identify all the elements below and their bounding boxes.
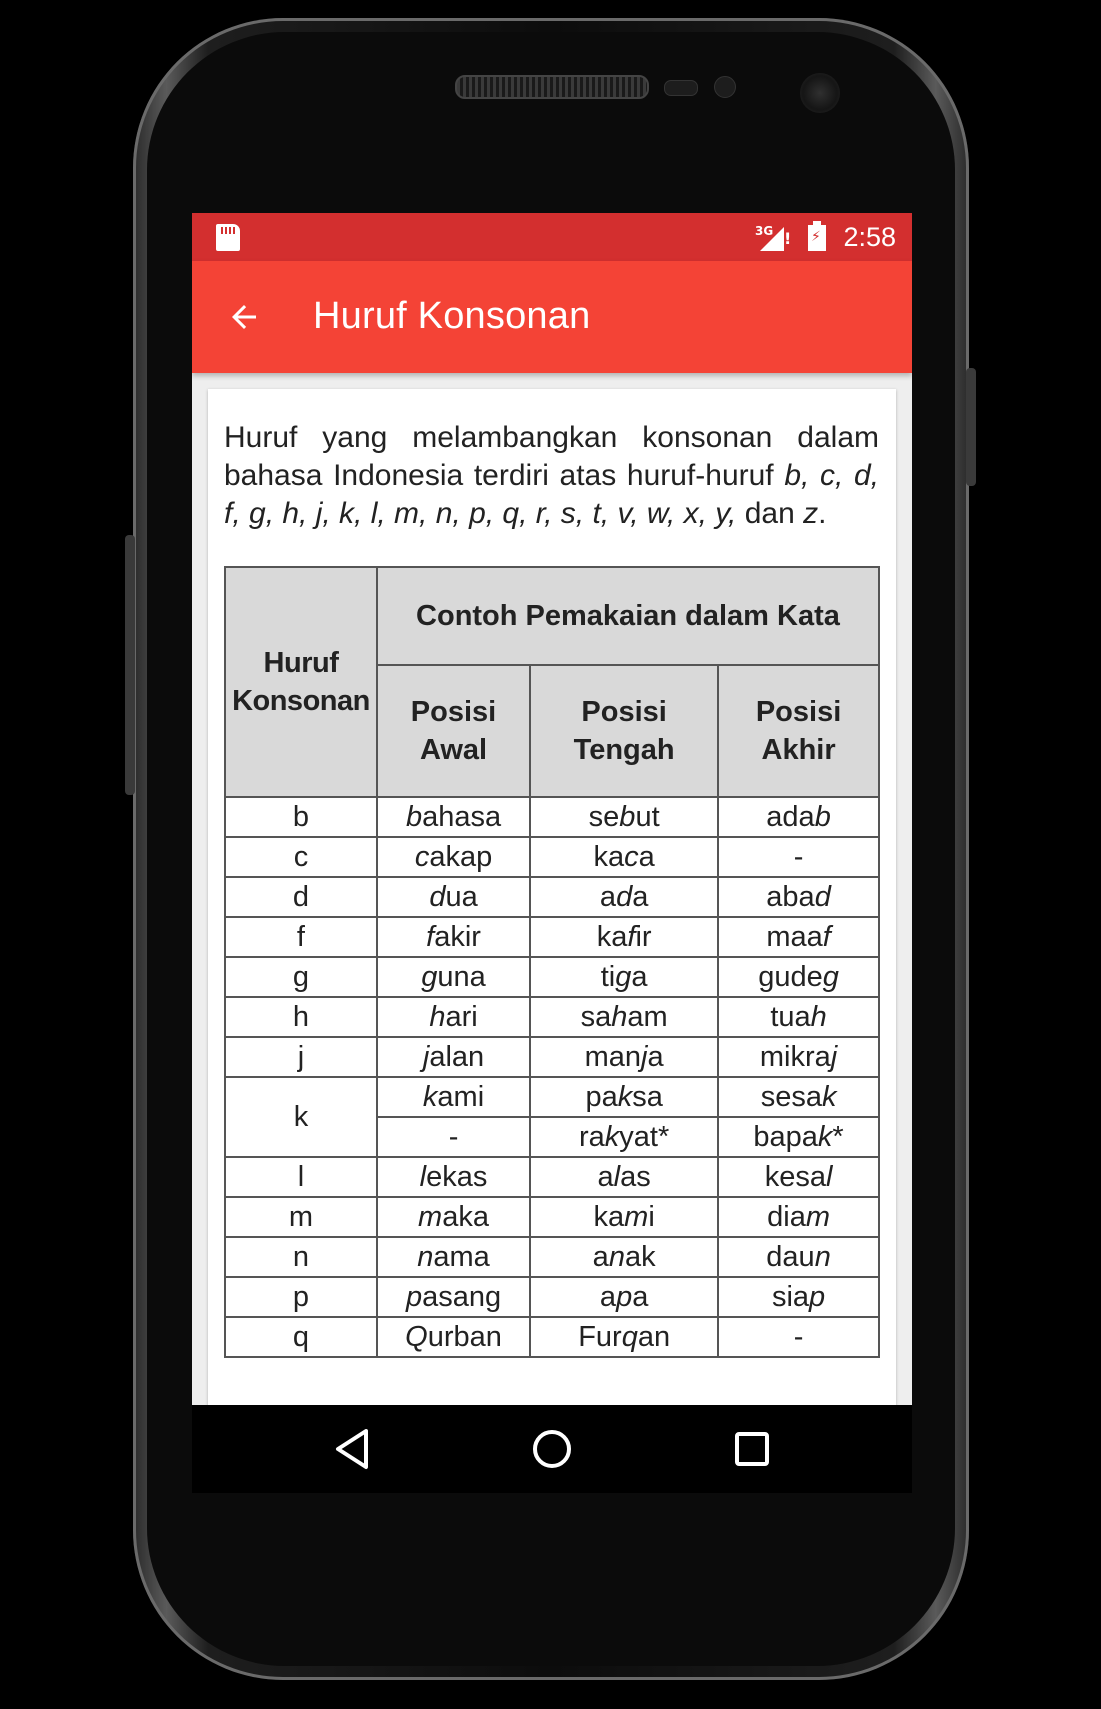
table-row [225, 797, 879, 837]
italic-letter: l [419, 1161, 427, 1193]
italic-letter: n [417, 1241, 434, 1273]
cell-akhir: maaf [718, 917, 879, 957]
header-posisi-tengah: Posisi Tengah [530, 665, 718, 797]
signal-icon [760, 227, 784, 251]
italic-letter: f [627, 921, 636, 953]
italic-letter: k [422, 1081, 438, 1113]
cell-tengah: ada [530, 877, 718, 917]
italic-letter: c [414, 841, 430, 873]
arrow-back-icon [226, 299, 262, 335]
header-posisi-awal: Posisi Awal [377, 665, 530, 797]
cell-awal: Qurban [377, 1317, 530, 1357]
italic-letter: h [429, 1001, 446, 1033]
navigation-bar [192, 1405, 912, 1493]
table-row [225, 1277, 879, 1317]
intro-period: . [818, 497, 827, 530]
cell-tengah: apa [530, 1277, 718, 1317]
power-button [966, 368, 976, 486]
cell-huruf: d [225, 877, 377, 917]
italic-letter: b [619, 801, 636, 833]
cell-akhir: gudeg [718, 957, 879, 997]
app-bar [192, 261, 912, 373]
header-posisi-akhir: Posisi Akhir [718, 665, 879, 797]
cell-akhir: siap [718, 1277, 879, 1317]
italic-letter: q [621, 1321, 638, 1353]
table-row [225, 957, 879, 997]
intro-conjunction: dan [736, 497, 804, 530]
no-data-indicator-icon: ! [784, 229, 792, 248]
cell-huruf: l [225, 1157, 377, 1197]
italic-letter: m [624, 1201, 649, 1233]
cell-akhir: mikraj [718, 1037, 879, 1077]
italic-letter: f [426, 921, 435, 953]
italic-letter: j [830, 1041, 838, 1073]
cell-tengah: alas [530, 1157, 718, 1197]
nav-recents-button[interactable] [724, 1421, 780, 1477]
cell-huruf: q [225, 1317, 377, 1357]
cell-awal: guna [377, 957, 530, 997]
cell-huruf: m [225, 1197, 377, 1237]
intro-text: Huruf yang melambangkan konsonan dalam bahasa Indonesia terdiri atas huruf-huruf [224, 421, 879, 492]
back-button[interactable] [214, 287, 274, 347]
status-time: 2:58 [843, 222, 896, 252]
table-row [225, 1077, 879, 1117]
cell-akhir: diam [718, 1197, 879, 1237]
italic-letter: j [422, 1041, 430, 1073]
italic-letter: d [616, 881, 633, 913]
italic-letter: m [805, 1201, 830, 1233]
cell-akhir: abad [718, 877, 879, 917]
italic-letter: k [821, 1081, 837, 1113]
italic-letter: g [421, 961, 438, 993]
cell-tengah: sebut [530, 797, 718, 837]
intro-paragraph [224, 419, 879, 533]
header-contoh-pemakaian: Contoh Pemakaian dalam Kata [377, 567, 879, 665]
italic-letter: b [405, 801, 423, 833]
cell-huruf: f [225, 917, 377, 957]
sd-card-icon [216, 224, 240, 251]
intro-last-letter: z [803, 497, 819, 530]
recents-square-icon [734, 1431, 770, 1467]
table-row [225, 997, 879, 1037]
italic-letter: n [814, 1241, 831, 1273]
cell-awal: dua [377, 877, 530, 917]
cell-awal: maka [377, 1197, 530, 1237]
screen [192, 213, 912, 1493]
cell-huruf: n [225, 1237, 377, 1277]
italic-letter: h [611, 1001, 628, 1033]
italic-letter: n [608, 1241, 625, 1273]
light-sensor [714, 76, 736, 98]
italic-letter: g [615, 961, 632, 993]
cell-akhir: - [718, 837, 879, 877]
italic-letter: b [814, 801, 831, 833]
cell-akhir: adab [718, 797, 879, 837]
cell-tengah: rakyat* [530, 1117, 718, 1157]
cell-awal: - [377, 1117, 530, 1157]
cell-huruf: b [225, 797, 377, 837]
table-row [225, 1157, 879, 1197]
cell-awal: hari [377, 997, 530, 1037]
cell-awal: pasang [377, 1277, 530, 1317]
cell-huruf: k [225, 1077, 377, 1157]
cell-akhir: bapak* [718, 1117, 879, 1157]
cell-akhir: tuah [718, 997, 879, 1037]
italic-letter: Q [405, 1321, 428, 1353]
cell-huruf: c [225, 837, 377, 877]
italic-letter: k [617, 1081, 633, 1113]
italic-letter: p [616, 1281, 633, 1313]
cell-awal: cakap [377, 837, 530, 877]
cell-akhir: daun [718, 1237, 879, 1277]
nav-home-button[interactable] [524, 1421, 580, 1477]
cell-awal: kami [377, 1077, 530, 1117]
proximity-sensor [664, 80, 698, 96]
cell-tengah: Furqan [530, 1317, 718, 1357]
cell-tengah: anak [530, 1237, 718, 1277]
italic-letter: j [641, 1041, 648, 1073]
cell-akhir: - [718, 1317, 879, 1357]
consonant-table [224, 566, 880, 1358]
italic-letter: d [429, 881, 446, 913]
cell-tengah: tiga [530, 957, 718, 997]
table-row [225, 1317, 879, 1357]
table-row [225, 1237, 879, 1277]
network-type-label: 3G [755, 224, 774, 238]
intro-letter-list: b, c, d, f, g, h, j, k, l, m, n, p, q, r, s, t, v, w, x, y, [224, 459, 880, 530]
page-title: Huruf Konsonan [313, 295, 591, 337]
cell-huruf: j [225, 1037, 377, 1077]
volume-button [125, 535, 135, 795]
cell-akhir: kesal [718, 1157, 879, 1197]
italic-letter: m [418, 1201, 443, 1233]
cell-huruf: p [225, 1277, 377, 1317]
cell-awal: bahasa [377, 797, 530, 837]
italic-letter: g [822, 961, 839, 993]
header-huruf-konsonan: Huruf Konsonan [225, 567, 377, 797]
table-row [225, 1197, 879, 1237]
cell-awal: lekas [377, 1157, 530, 1197]
italic-letter: l [613, 1161, 621, 1193]
status-bar [192, 213, 912, 261]
cell-awal: fakir [377, 917, 530, 957]
table-row [225, 1037, 879, 1077]
cell-tengah: saham [530, 997, 718, 1037]
front-camera [800, 73, 840, 113]
table-row [225, 917, 879, 957]
earpiece-speaker [455, 75, 649, 99]
nav-back-button[interactable] [324, 1421, 380, 1477]
italic-letter: l [825, 1161, 833, 1193]
cell-tengah: kafir [530, 917, 718, 957]
cell-tengah: kaca [530, 837, 718, 877]
table-row [225, 877, 879, 917]
cell-huruf: g [225, 957, 377, 997]
italic-letter: k [604, 1121, 620, 1153]
italic-letter: h [810, 1001, 827, 1033]
cell-awal: nama [377, 1237, 530, 1277]
cell-awal: jalan [377, 1037, 530, 1077]
cell-huruf: h [225, 997, 377, 1037]
cell-tengah: paksa [530, 1077, 718, 1117]
italic-letter: p [405, 1281, 423, 1313]
back-triangle-icon [332, 1427, 372, 1471]
italic-letter: p [809, 1281, 826, 1313]
battery-charging-icon [808, 225, 826, 251]
home-circle-icon [531, 1428, 573, 1470]
table-row [225, 837, 879, 877]
content-card [208, 389, 896, 1493]
cell-tengah: manja [530, 1037, 718, 1077]
italic-letter: d [814, 881, 831, 913]
cell-akhir: sesak [718, 1077, 879, 1117]
italic-letter: k [817, 1121, 833, 1153]
italic-letter: f [822, 921, 831, 953]
italic-letter: c [624, 841, 639, 873]
cell-tengah: kami [530, 1197, 718, 1237]
